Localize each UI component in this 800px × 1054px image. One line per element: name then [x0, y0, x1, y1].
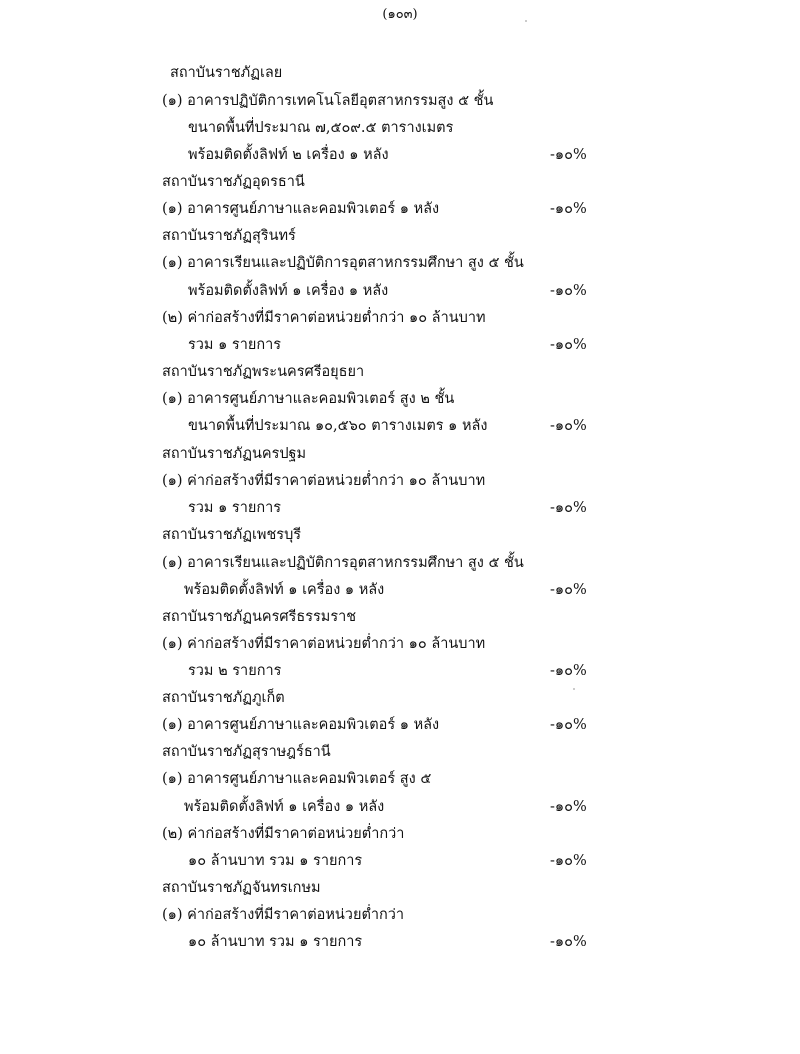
institution-heading: สถาบันราชภัฏเพชรบุรี — [162, 527, 302, 543]
list-item-continuation: รวม ๑ รายการ -๑๐% — [0, 497, 800, 519]
scan-speck — [525, 20, 527, 22]
percent-value: -๑๐% — [550, 201, 587, 217]
percent-value: -๑๐% — [550, 337, 587, 353]
list-item: (๒) ค่าก่อสร้างที่มีราคาต่อหน่วยต่ำกว่า — [162, 826, 405, 842]
list-item: (๑) ค่าก่อสร้างที่มีราคาต่อหน่วยต่ำกว่า ๑๐ ล้านบาท — [162, 473, 486, 489]
percent-value: -๑๐% — [550, 418, 587, 434]
list-item-continuation: รวม ๑ รายการ -๑๐% — [0, 334, 800, 356]
list-item: (๒) ค่าก่อสร้างที่มีราคาต่อหน่วยต่ำกว่า ๑๐ ล้านบาท — [162, 310, 486, 326]
institution-heading: สถาบันราชภัฏสุรินทร์ — [162, 228, 296, 244]
list-item: (๑) อาคารศูนย์ภาษาและคอมพิวเตอร์ สูง ๕ — [162, 771, 432, 787]
list-item-continuation: พร้อมติดตั้งลิฟท์ ๑ เครื่อง ๑ หลัง -๑๐% — [0, 796, 800, 818]
percent-value: -๑๐% — [550, 500, 587, 516]
list-item-continuation: ขนาดพื้นที่ประมาณ ๗,๕๐๙.๕ ตารางเมตร — [188, 120, 454, 136]
percent-value: -๑๐% — [550, 934, 587, 950]
institution-heading: สถาบันราชภัฏอุดรธานี — [162, 174, 305, 190]
list-item-continuation: พร้อมติดตั้งลิฟท์ ๒ เครื่อง ๑ หลัง -๑๐% — [0, 144, 800, 166]
institution-heading: สถาบันราชภัฏพระนครศรีอยุธยา — [162, 364, 365, 380]
list-item: (๑) ค่าก่อสร้างที่มีราคาต่อหน่วยต่ำกว่า — [162, 907, 405, 923]
list-item-continuation: รวม ๒ รายการ -๑๐% — [0, 660, 800, 682]
percent-value: -๑๐% — [550, 147, 587, 163]
list-item-continuation: พร้อมติดตั้งลิฟท์ ๑ เครื่อง ๑ หลัง -๑๐% — [0, 579, 800, 601]
page-number: (๑๐๓) — [382, 7, 418, 22]
institution-heading: สถาบันราชภัฏนครศรีธรรมราช — [162, 609, 357, 625]
scan-speck — [573, 688, 575, 690]
list-item: (๑) อาคารปฏิบัติการเทคโนโลยีอุตสาหกรรมสูง ๕ ชั้น — [162, 93, 494, 109]
percent-value: -๑๐% — [550, 283, 587, 299]
institution-heading: สถาบันราชภัฏจันทรเกษม — [162, 880, 321, 896]
institution-heading: สถาบันราชภัฏนครปฐม — [162, 446, 307, 462]
list-item: (๑) อาคารศูนย์ภาษาและคอมพิวเตอร์ ๑ หลัง -๑๐% — [0, 714, 800, 736]
list-item: (๑) อาคารเรียนและปฏิบัติการอุตสาหกรรมศึกษา สูง ๕ ชั้น — [162, 555, 524, 571]
percent-value: -๑๐% — [550, 853, 587, 869]
institution-heading: สถาบันราชภัฏเลย — [170, 65, 283, 81]
percent-value: -๑๐% — [550, 717, 587, 733]
percent-value: -๑๐% — [550, 799, 587, 815]
institution-heading: สถาบันราชภัฏสุราษฎร์ธานี — [162, 744, 331, 760]
list-item-continuation: ขนาดพื้นที่ประมาณ ๑๐,๕๖๐ ตารางเมตร ๑ หลัง -๑๐% — [0, 415, 800, 437]
percent-value: -๑๐% — [550, 582, 587, 598]
list-item-continuation: ๑๐ ล้านบาท รวม ๑ รายการ -๑๐% — [0, 850, 800, 872]
list-item-continuation: ๑๐ ล้านบาท รวม ๑ รายการ -๑๐% — [0, 931, 800, 953]
list-item: (๑) อาคารศูนย์ภาษาและคอมพิวเตอร์ สูง ๒ ชั้น — [162, 391, 455, 407]
list-item-continuation: พร้อมติดตั้งลิฟท์ ๑ เครื่อง ๑ หลัง -๑๐% — [0, 280, 800, 302]
list-item: (๑) ค่าก่อสร้างที่มีราคาต่อหน่วยต่ำกว่า ๑๐ ล้านบาท — [162, 636, 486, 652]
institution-heading: สถาบันราชภัฏภูเก็ต — [162, 690, 285, 706]
percent-value: -๑๐% — [550, 663, 587, 679]
list-item: (๑) อาคารศูนย์ภาษาและคอมพิวเตอร์ ๑ หลัง -๑๐% — [0, 198, 800, 220]
list-item: (๑) อาคารเรียนและปฏิบัติการอุตสาหกรรมศึกษา สูง ๕ ชั้น — [162, 255, 524, 271]
